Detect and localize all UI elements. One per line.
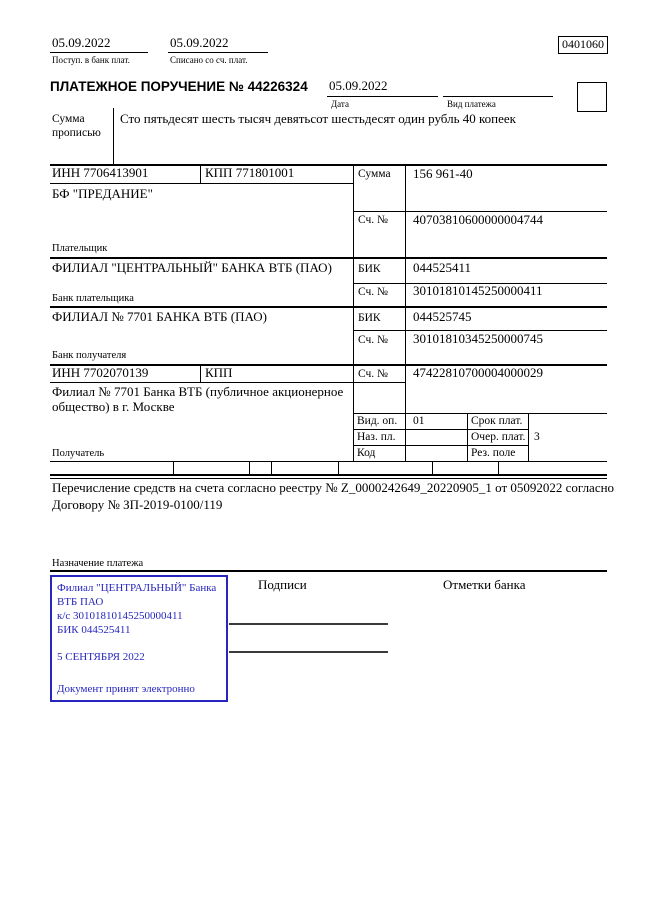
payee-bank-account-label: Сч. № xyxy=(358,334,389,346)
divider xyxy=(50,382,405,383)
srok-plat-label: Срок плат. xyxy=(471,415,523,427)
date-debited-label: Списано со сч. плат. xyxy=(170,55,248,65)
divider xyxy=(173,461,174,475)
purpose-section-label: Назначение платежа xyxy=(52,558,144,569)
divider xyxy=(432,461,433,475)
payer-account-value: 40703810600000004744 xyxy=(413,212,543,227)
payee-bank-name: ФИЛИАЛ № 7701 БАНКА ВТБ (ПАО) xyxy=(52,309,267,324)
stamp-corr-account: к/с 30101810145250000411 xyxy=(57,610,183,622)
divider xyxy=(271,461,272,475)
stamp-note: Документ принят электронно xyxy=(57,683,195,695)
divider xyxy=(168,52,268,53)
stamp-date: 5 СЕНТЯБРЯ 2022 xyxy=(57,651,145,663)
amount-words-label-1: Сумма xyxy=(52,113,85,125)
payer-section-label: Плательщик xyxy=(52,243,108,254)
divider xyxy=(50,570,607,572)
form-code-box: 0401060 xyxy=(558,36,608,54)
date-debited-value: 05.09.2022 xyxy=(170,35,229,50)
amount-words-label-2: прописью xyxy=(52,127,101,139)
divider xyxy=(338,461,339,475)
document-title: ПЛАТЕЖНОЕ ПОРУЧЕНИЕ № 44226324 xyxy=(50,79,308,94)
vid-op-value: 01 xyxy=(413,415,425,427)
vid-op-label: Вид. оп. xyxy=(357,415,398,427)
stamp-bik: БИК 044525411 xyxy=(57,624,131,636)
divider xyxy=(353,445,528,446)
payer-bank-section-label: Банк плательщика xyxy=(52,293,134,304)
signature-line-1 xyxy=(229,623,388,625)
table-bottom-border-2 xyxy=(50,478,607,479)
divider xyxy=(200,164,201,183)
stamp-bank-name-line-2: ВТБ ПАО xyxy=(57,596,104,608)
purpose-line-1: Перечисление средств на счета согласно реестру № Z_0000242649_20220905_1 от 05092022 согласно xyxy=(52,480,615,495)
payer-bank-account-value: 30101810145250000411 xyxy=(413,283,543,298)
amount-in-words: Сто пятьдесят шесть тысяч девятьсот шестьдесят один рубль 40 копеек xyxy=(120,111,516,126)
payee-name: Филиал № 7701 Банка ВТБ (публичное акционерное общество) в г. Москве xyxy=(52,384,344,414)
date-received-label: Поступ. в банк плат. xyxy=(52,55,130,65)
payee-inn: ИНН 7702070139 xyxy=(52,365,149,380)
payee-section-label: Получатель xyxy=(52,448,105,459)
divider xyxy=(467,413,468,461)
ocher-plat-value: 3 xyxy=(534,431,540,443)
divider xyxy=(200,364,201,382)
divider xyxy=(327,96,438,97)
divider xyxy=(113,108,114,165)
payer-kpp: КПП 771801001 xyxy=(205,165,295,180)
table-bottom-border xyxy=(50,474,607,476)
bank-marks-label: Отметки банка xyxy=(443,577,526,592)
payer-bank-bik-value: 044525411 xyxy=(413,260,472,275)
divider xyxy=(498,461,499,475)
divider xyxy=(50,183,353,184)
payer-bank-name: ФИЛИАЛ "ЦЕНТРАЛЬНЫЙ" БАНКА ВТБ (ПАО) xyxy=(52,260,332,275)
payee-bank-section-label: Банк получателя xyxy=(52,350,127,361)
divider xyxy=(443,96,553,97)
section-border xyxy=(50,306,607,308)
payer-account-label: Сч. № xyxy=(358,214,389,226)
payee-account-label: Сч. № xyxy=(358,368,389,380)
kod-label: Код xyxy=(357,447,376,459)
divider xyxy=(50,52,148,53)
signatures-label: Подписи xyxy=(258,577,307,592)
payee-bank-bik-value: 044525745 xyxy=(413,309,472,324)
amount-value: 156 961-40 xyxy=(413,166,473,181)
payment-type-label: Вид платежа xyxy=(447,99,496,109)
naz-pl-label: Наз. пл. xyxy=(357,431,396,443)
divider xyxy=(353,164,354,461)
date-received-value: 05.09.2022 xyxy=(52,35,111,50)
doc-date-label: Дата xyxy=(331,99,349,109)
payer-inn: ИНН 7706413901 xyxy=(52,165,149,180)
payee-bank-bik-label: БИК xyxy=(358,312,381,324)
divider xyxy=(353,429,528,430)
stamp-bank-name-line-1: Филиал "ЦЕНТРАЛЬНЫЙ" Банка xyxy=(57,582,217,594)
payer-name: БФ "ПРЕДАНИЕ" xyxy=(52,186,153,201)
divider xyxy=(50,461,607,462)
divider xyxy=(353,413,607,414)
divider xyxy=(405,164,406,461)
payee-account-value: 47422810700004000029 xyxy=(413,365,543,380)
doc-date-value: 05.09.2022 xyxy=(329,78,388,93)
signature-line-2 xyxy=(229,651,388,653)
payer-bank-bik-label: БИК xyxy=(358,263,381,275)
amount-label: Сумма xyxy=(358,168,391,180)
ocher-plat-label: Очер. плат. xyxy=(471,431,526,443)
bank-stamp xyxy=(50,575,228,702)
status-box xyxy=(577,82,607,112)
section-border xyxy=(50,257,607,259)
payee-bank-account-value: 30101810345250000745 xyxy=(413,331,543,346)
divider xyxy=(528,413,529,461)
rez-pole-label: Рез. поле xyxy=(471,447,516,459)
payee-kpp-label: КПП xyxy=(205,365,233,380)
divider xyxy=(249,461,250,475)
payer-bank-account-label: Сч. № xyxy=(358,286,389,298)
purpose-line-2: Договору № ЗП-2019-0100/119 xyxy=(52,497,223,512)
